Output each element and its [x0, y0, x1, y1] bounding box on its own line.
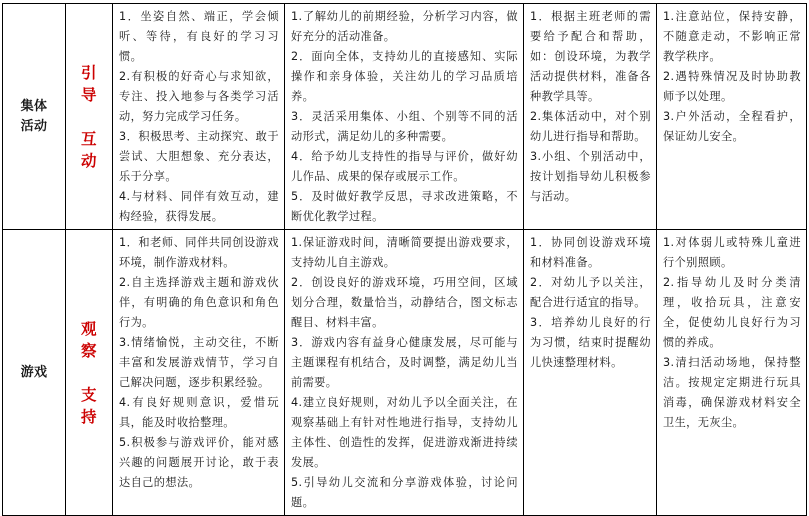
list-item: 2.遇特殊情况及时协助教师予以处理。	[663, 70, 801, 103]
list-item: 3．游戏内容有益身心健康发展，尽可能与主题课程有机结合，及时调整，满足幼儿当前需要。	[291, 336, 518, 389]
list-item: 5.积极参与游戏评价，能对感兴趣的问题展开讨论，敢于表达自己的想法。	[119, 436, 279, 489]
daily-routine-table	[2, 3, 807, 516]
list-item: 3.小组、个别活动中，按计划指导幼儿积极参与活动。	[530, 150, 651, 203]
teacher-duties-cell	[285, 4, 524, 230]
list-item: 2．创设良好的游戏环境，巧用空间，区域划分合理，数量恰当，动静结合，图文标志醒目、材料丰富。	[291, 276, 518, 329]
activity-type-label: 活动	[20, 118, 48, 134]
list-item: 1．和老师、同伴共同创设游戏环境，制作游戏材料。	[119, 236, 279, 269]
strategy-char: 察	[81, 340, 97, 360]
activity-type-label: 集体	[20, 98, 48, 114]
assistant-teacher-duties-cell	[524, 4, 657, 230]
strategy-char: 支	[81, 384, 97, 404]
activity-type-cell	[3, 230, 66, 516]
strategy-cell	[66, 4, 113, 230]
strategy-char: 导	[81, 84, 97, 104]
nurse-duties-cell	[657, 4, 807, 230]
teacher-duties-cell	[285, 230, 524, 516]
list-item: 1.注意站位，保持安静，不随意走动，不影响正常教学秩序。	[663, 10, 801, 63]
list-item: 3．积极思考、主动探究、敢于尝试、大胆想象、充分表达，乐于分享。	[119, 130, 279, 183]
list-item: 3.清扫活动场地，保持整洁。按规定定期进行玩具消毒，确保游戏材料安全卫生，无灰尘。	[663, 356, 801, 429]
list-item: 1.对体弱儿或特殊儿童进行个别照顾。	[663, 236, 801, 269]
strategy-char: 动	[81, 150, 97, 170]
list-item: 2．面向全体，支持幼儿的直接感知、实际操作和亲身体验，关注幼儿的学习品质培养。	[291, 50, 518, 103]
list-item: 1.保证游戏时间，清晰简要提出游戏要求，支持幼儿自主游戏。	[291, 236, 518, 269]
list-item: 1．根据主班老师的需要给予配合和帮助，如：创设环境，为教学活动提供材料，准备各种教学具等。	[530, 10, 651, 103]
strategy-cell	[66, 230, 113, 516]
table-row-group-activity	[3, 4, 807, 230]
list-item: 4．给予幼儿支持性的指导与评价，做好幼儿作品、成果的保存或展示工作。	[291, 150, 518, 183]
list-item: 2.集体活动中，对个别幼儿进行指导和帮助。	[530, 110, 651, 143]
list-item: 1．协同创设游戏环境和材料准备。	[530, 236, 651, 269]
children-requirements-cell	[113, 230, 285, 516]
list-item: 1．坐姿自然、端正，学会倾听、等待，有良好的学习习惯。	[119, 10, 279, 63]
nurse-duties-cell	[657, 230, 807, 516]
list-item: 2.指导幼儿及时分类清理，收拾玩具，注意安全，促使幼儿良好行为习惯的养成。	[663, 276, 801, 349]
strategy-char: 持	[81, 406, 97, 426]
strategy-char: 引	[81, 62, 97, 82]
list-item: 4.与材料、同伴有效互动，建构经验，获得发展。	[119, 190, 279, 223]
list-item: 4.建立良好规则，对幼儿予以全面关注，在观察基础上有针对性地进行指导，支持幼儿主体性、创造性的发挥，促进游戏渐进持续发展。	[291, 396, 518, 469]
activity-type-cell	[3, 4, 66, 230]
strategy-char: 互	[81, 128, 97, 148]
children-requirements-cell	[113, 4, 285, 230]
list-item: 2.自主选择游戏主题和游戏伙伴，有明确的角色意识和角色行为。	[119, 276, 279, 329]
list-item: 3.户外活动，全程看护，保证幼儿安全。	[663, 110, 801, 143]
list-item: 5.引导幼儿交流和分享游戏体验，讨论问题。	[291, 476, 518, 509]
list-item: 2．对幼儿予以关注，配合进行适宜的指导。	[530, 276, 651, 309]
table-row-play	[3, 230, 807, 516]
list-item: 3．培养幼儿良好的行为习惯，结束时提醒幼儿快速整理材料。	[530, 316, 651, 369]
list-item: 2.有积极的好奇心与求知欲，专注、投入地参与各类学习活动，努力完成学习任务。	[119, 70, 279, 123]
list-item: 1.了解幼儿的前期经验，分析学习内容，做好充分的活动准备。	[291, 10, 518, 43]
list-item: 3．灵活采用集体、小组、个别等不同的活动形式，满足幼儿的多种需要。	[291, 110, 518, 143]
activity-type-label: 游戏	[20, 364, 48, 380]
assistant-teacher-duties-cell	[524, 230, 657, 516]
list-item: 4.有良好规则意识，爱惜玩具，能及时收拾整理。	[119, 396, 279, 429]
strategy-char: 观	[81, 318, 97, 338]
list-item: 5．及时做好教学反思，寻求改进策略，不断优化教学过程。	[291, 190, 518, 223]
list-item: 3.情绪愉悦，主动交往，不断丰富和发展游戏情节，学习自己解决问题，逐步积累经验。	[119, 336, 279, 389]
